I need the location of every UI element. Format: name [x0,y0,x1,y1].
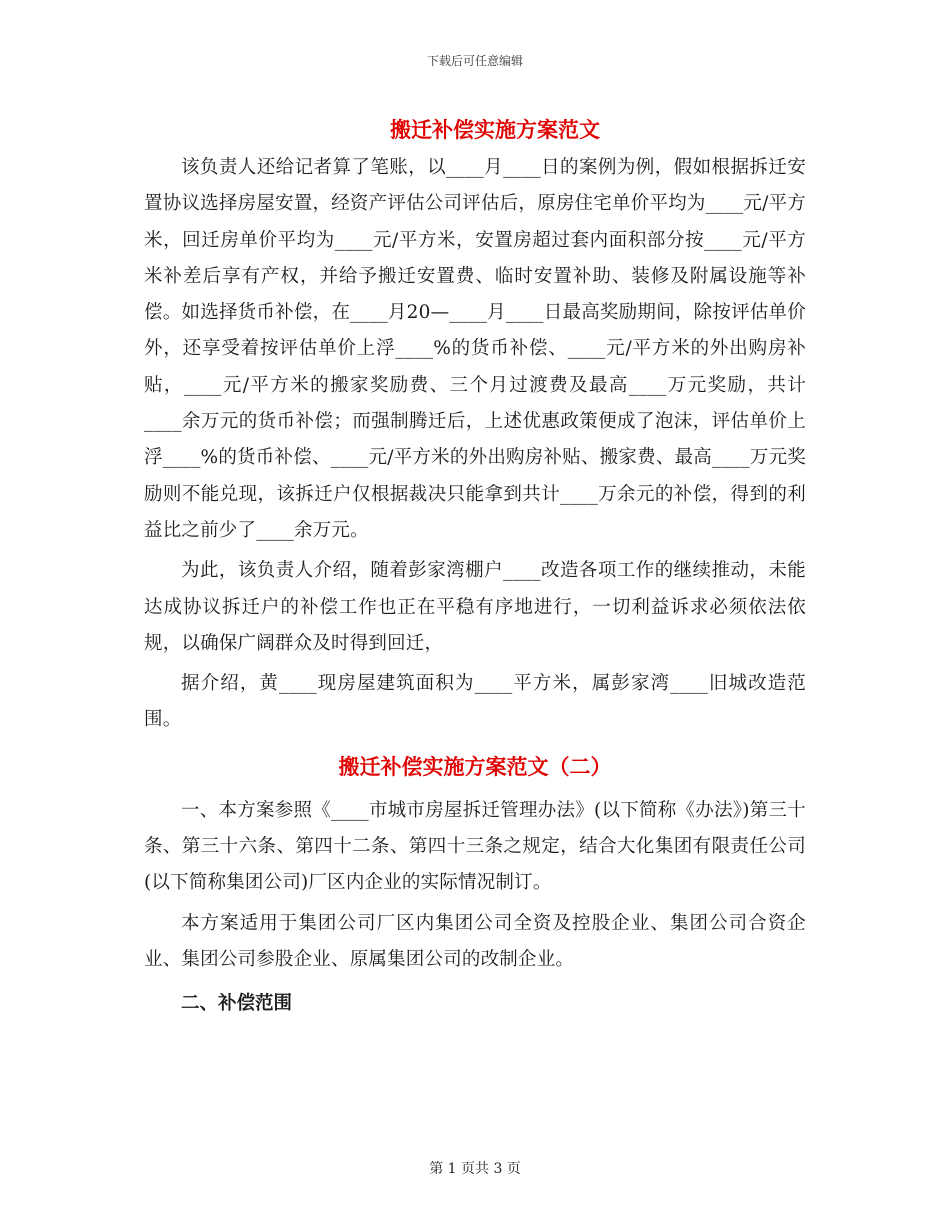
paragraph-2: 为此，该负责人介绍，随着彭家湾棚户____改造各项工作的继续推动，未能达成协议拆迁户的补偿工作也正在平稳有序地进行，一切利益诉求必须依法依规，以确保广阔群众及时得到回迁， [144,560,806,654]
document-body [144,110,806,1022]
page-number-footer: 第 1 页共 3 页 [429,1161,521,1177]
page-header-note: 下载后可任意编辑 [426,54,523,68]
section-title-2: 搬迁补偿实施方案范文（二） [338,753,612,779]
section-heading-scope: 二、补偿范围 [181,993,293,1015]
paragraph-1: 该负责人还给记者算了笔账，以____月____日的案例为例，假如根据拆迁安置协议选择房屋安置，经资产评估公司评估后，原房住宅单价平均为____元/平方米，回迁房单价平均为____元/平方米，安置房超过套内面积部分按____元/平方米补差后享有产权，并给予搬迁安置费、临时安置补助、装修及附属设施等补偿。如选择货币补偿，在____月20—____月____日最高奖励期间，除按评估单价外，还享受着按评估单价上浮____%的货币补偿、____元/平方米的外出购房补贴，____元/平方米的搬家奖励费、三个月过渡费及最高____万元奖励，共计____余万元的货币补偿；而强制腾迁后，上述优惠政策便成了泡沫，评估单价上浮____%的货币补偿、____元/平方米的外出购房补贴、搬家费、最高____万元奖励则不能兑现，该拆迁户仅根据裁决只能拿到共计____万余元的补偿，得到的利益比之前少了____余万元。 [144,157,806,541]
paragraph-4: 一、本方案参照《____市城市房屋拆迁管理办法》(以下简称《办法》)第三十条、第三十六条、第四十二条、第四十三条之规定，结合大化集团有限责任公司(以下简称集团公司)厂区内企业的实际情况制订。 [144,799,806,894]
paragraph-3: 据介绍，黄____现房屋建筑面积为____平方米，属彭家湾____旧城改造范围。 [144,673,806,731]
paragraph-5: 本方案适用于集团公司厂区内集团公司全资及控股企业、集团公司合资企业、集团公司参股企业、原属集团公司的改制企业。 [144,912,806,970]
document-title: 搬迁补偿实施方案范文 [390,117,600,142]
